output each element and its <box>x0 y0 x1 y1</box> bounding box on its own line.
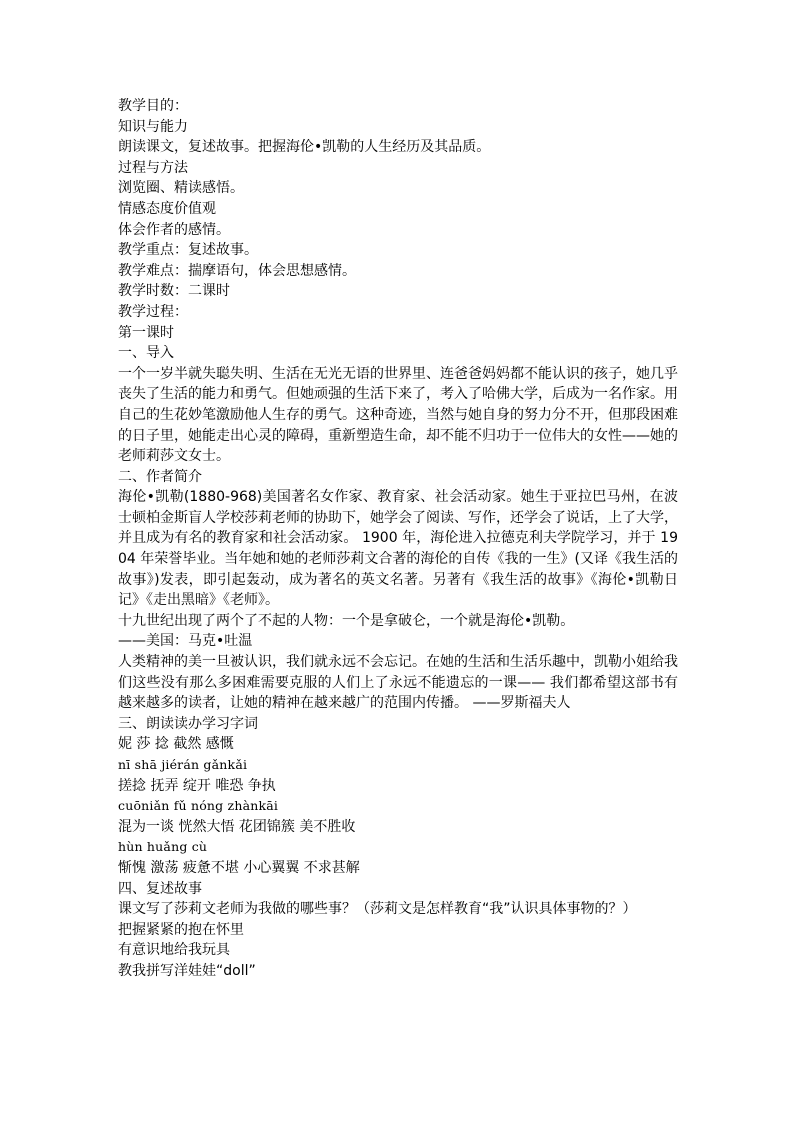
pinyin-line: hùn huǎng cù <box>118 839 208 855</box>
section-heading-objectives: 教学目的： <box>118 98 188 114</box>
vocab-line: 混为一谈 恍然大悟 花团锦簇 美不胜收 <box>118 818 356 835</box>
section-heading-process: 教学过程： <box>118 303 188 320</box>
question-line: 课文写了莎莉文老师为我做的哪些事？（莎莉文是怎样教育“我”认识具体事物的？） <box>118 901 637 918</box>
subheading-knowledge-ability: 知识与能力 <box>118 118 188 135</box>
list-item: 把握紧紧的抱在怀里 <box>118 921 244 938</box>
vocab-line: 妮 莎 捻 截然 感慨 <box>118 736 234 753</box>
teaching-hours: 教学时数：二课时 <box>118 283 230 300</box>
list-item: 教我拼写洋娃娃“doll” <box>118 962 256 979</box>
author-paragraph: 海伦•凯勒(1880-968)美国著名女作家、教育家、社会活动家。她生于亚拉巴马州，在波士顿柏金斯盲人学校莎莉老师的协助下，她学会了阅读、写作，还学会了说话，上了大学，并且成为有名的教育家和社会活动家。 1900 年，海伦进入拉德克利夫学院学习，并于 1904 年荣誉毕业。当年她和她的老师莎莉文合著的海伦的自传《我的一生》(又译《我生活的故事》)发表，即引起轰动，成为著名的英文名著。另著有《我生活的故事》《海伦•凯勒日记》《走出黑暗》《老师》。 <box>118 489 678 609</box>
intro-paragraph: 一个一岁半就失聪失明、生活在无光无语的世界里、连爸爸妈妈都不能认识的孩子，她几乎丧失了生活的能力和勇气。但她顽强的生活下来了，考入了哈佛大学，后成为一名作家。用自己的生花妙笔激励他人生存的勇气。这种奇迹，当然与她自身的努力分不开，但那段困难的日子里，她能走出心灵的障碍，重新塑造生命，却不能不归功于一位伟大的女性——她的老师莉莎文女士。 <box>118 365 678 465</box>
teaching-difficulty: 教学难点：揣摩语句，体会思想感情。 <box>118 262 356 279</box>
text-line: 体会作者的感情。 <box>118 221 230 238</box>
teaching-focus: 教学重点：复述故事。 <box>118 242 258 259</box>
section-heading-intro: 一、导入 <box>118 345 174 362</box>
section-heading-vocabulary: 三、朗读读办学习字词 <box>118 715 258 732</box>
document-page <box>118 96 678 982</box>
pinyin-line: nī shā jiérán gǎnkǎi <box>118 757 248 772</box>
pinyin-line: cuōniǎn fǔ nóng zhànkāi <box>118 798 279 814</box>
quote-attribution: ——美国：马克•吐温 <box>118 633 253 650</box>
subheading-process-method: 过程与方法 <box>118 159 188 176</box>
vocab-line: 惭愧 激荡 疲惫不堪 小心翼翼 不求甚解 <box>118 859 360 876</box>
vocab-line: 搓捻 抚弄 绽开 唯恐 争执 <box>118 777 276 794</box>
lesson-heading: 第一课时 <box>118 324 174 341</box>
text-line: 浏览圈、精读感悟。 <box>118 180 244 197</box>
section-heading-retell: 四、复述故事 <box>118 880 202 897</box>
section-heading-author: 二、作者简介 <box>118 468 202 485</box>
subheading-emotion-values: 情感态度价值观 <box>118 200 216 217</box>
list-item: 有意识地给我玩具 <box>118 942 230 959</box>
text-line: 朗读课文，复述故事。把握海伦•凯勒的人生经历及其品质。 <box>118 139 491 156</box>
quote-paragraph: 人类精神的美一旦被认识，我们就永远不会忘记。在她的生活和生活乐趣中，凯勒小姐给我们这些没有那么多困难需要克服的人们上了永远不能遗忘的一课—— 我们都希望这部书有越来越多的读者，让她的精神在越来越广的范围内传播。 ——罗斯福夫人 <box>118 654 678 712</box>
quote-line: 十九世纪出现了两个了不起的人物：一个是拿破仑，一个就是海伦•凯勒。 <box>118 612 575 629</box>
